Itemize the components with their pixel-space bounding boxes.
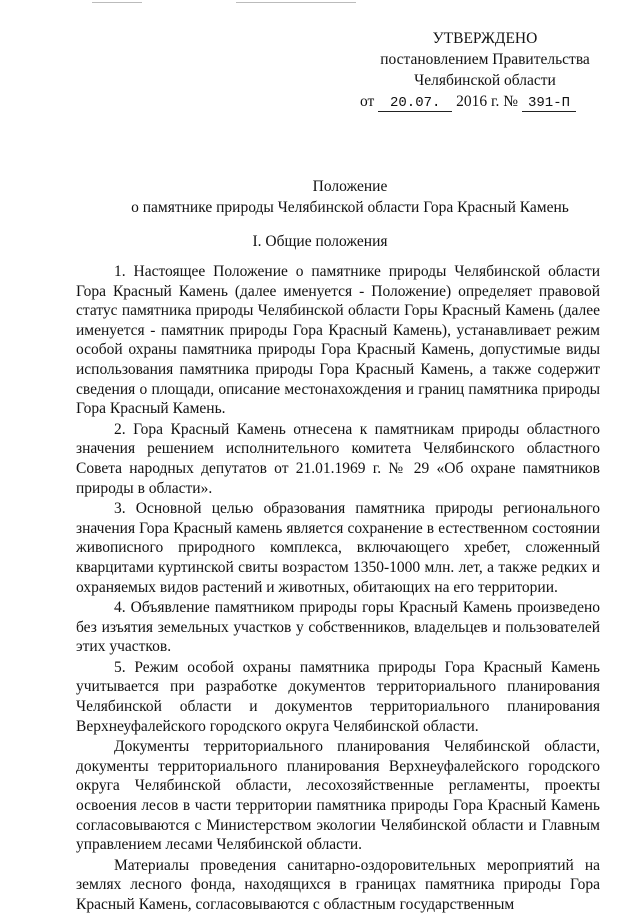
title-line-2: о памятнике природы Челябинской области Гора Красный Камень	[131, 199, 569, 216]
paragraph: Документы территориального планирования Челябинской области, документы территориального планирования Верхнеуфалейского городского округа Челябинской области, лесохозяйственные регламенты, проекты освоения лесов в части территории памятника природы Гора Красный Камень согласовываются с Министерством экологии Челябинской области и Главным управлением лесами Челябинской области.	[76, 738, 600, 854]
handwritten-number: 391-П	[522, 96, 576, 112]
section-heading: I. Общие положения	[252, 233, 388, 250]
paragraph: 1. Настоящее Положение о памятнике природы Челябинской области Гора Красный Камень (далее именуется - Положение) определяет правовой статус памятника природы Челябинской области Горы Красный Камень (далее именуется - памятник природы Гора Красный Камень), устанавливает режим особой охраны памятника природы Гора Красный Камень, допустимые виды использования памятника природы Гора Красный Камень, а также содержит сведения о площади, описание местонахождения и границ памятника природы Гора Красный Камень.	[76, 263, 600, 418]
date-prefix: от	[360, 93, 375, 110]
scan-artifact	[92, 2, 142, 3]
approval-region: Челябинской области	[414, 72, 556, 89]
approval-authority: постановлением Правительства	[380, 51, 590, 68]
handwritten-date: 20.07.	[378, 96, 452, 112]
document-title	[60, 176, 640, 218]
scan-artifact	[236, 2, 356, 3]
paragraph: 3. Основной целью образования памятника природы регионального значения Гора Красный камень является сохранение в естественном состоянии живописного природного комплекса, включающего хребет, сложенный кварцитами куртинской свиты возрастом 1350-1000 млн. лет, а также редких и охраняемых видов растений и животных, обитающих на его территории.	[76, 500, 600, 596]
paragraph: Материалы проведения санитарно-оздоровительных мероприятий на землях лесного фонда, находящихся в границах памятника природы Гора Красный Камень, согласовываются с областным государственным	[76, 856, 600, 913]
paragraph: 4. Объявление памятником природы горы Красный Камень произведено без изъятия земельных участков у собственников, владельцев и пользователей этих участков.	[76, 599, 600, 656]
approval-stamp	[360, 28, 610, 112]
paragraph: 5. Режим особой охраны памятника природы Гора Красный Камень учитывается при разработке документов территориального планирования Челябинской области и документов территориального планирования Верхнеуфалейского городского округа Челябинской области.	[76, 658, 600, 735]
year-text: 2016 г. №	[456, 93, 519, 110]
approval-date-line	[360, 91, 610, 112]
approval-title: УТВЕРЖДЕНО	[432, 30, 538, 47]
title-line-1: Положение	[312, 178, 388, 195]
paragraph: 2. Гора Красный Камень отнесена к памятникам природы областного значения решением исполнительного комитета Челябинского областного Совета народных депутатов от 21.01.1969 г. № 29 «Об охране памятников природы в области».	[76, 420, 600, 497]
document-body	[76, 262, 600, 916]
